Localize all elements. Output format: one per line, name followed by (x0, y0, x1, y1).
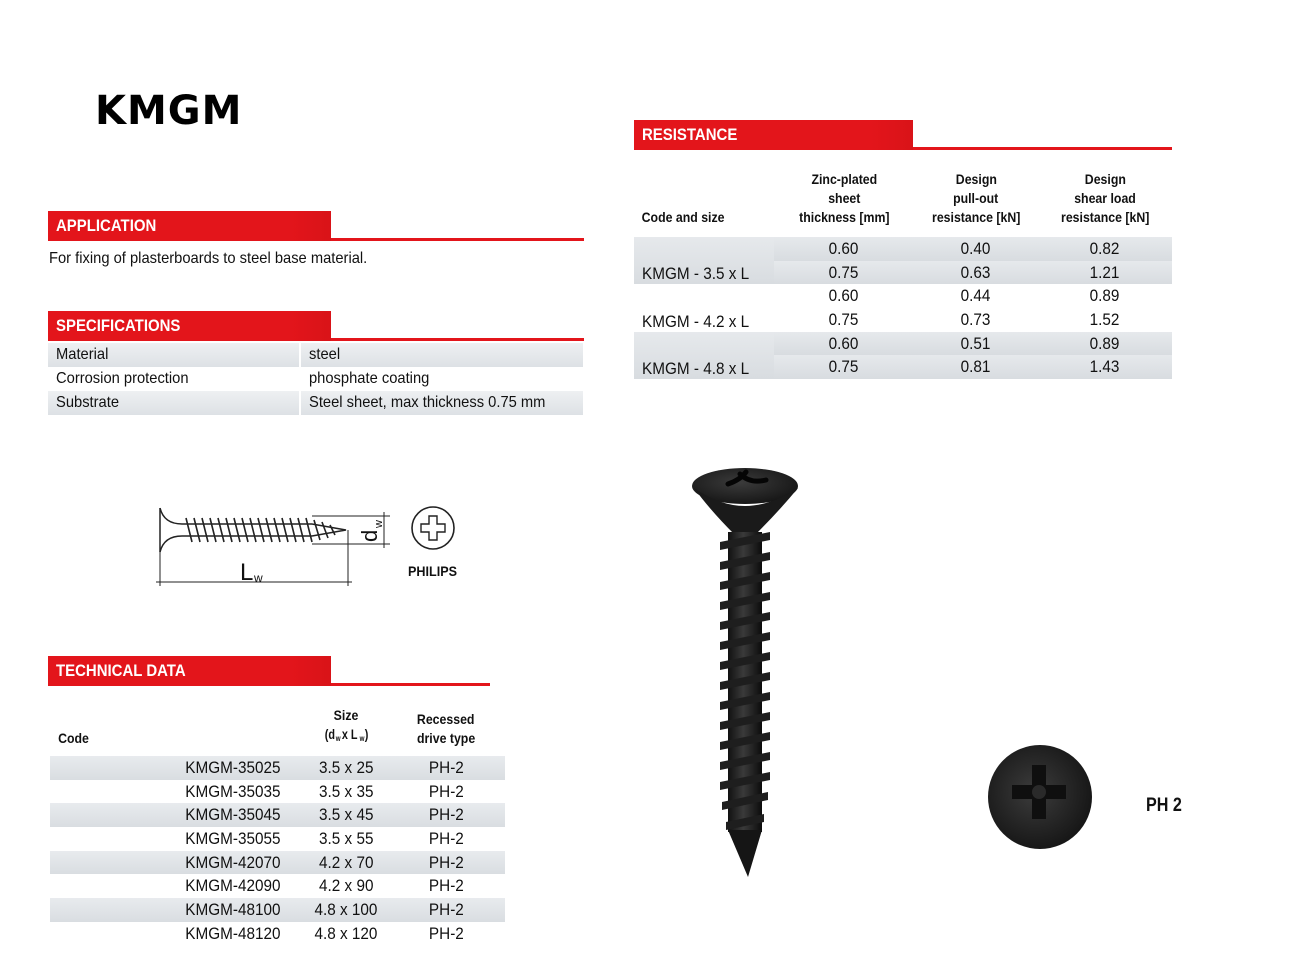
resistance-header-rule (913, 147, 1172, 150)
length-label: L (240, 559, 254, 586)
pullout-cell (914, 332, 1038, 356)
thickness-cell (774, 332, 914, 356)
table-row (50, 803, 505, 827)
technical-data-table (50, 706, 505, 946)
specifications-header-tab (48, 311, 331, 341)
col-drive-line: drive type (416, 730, 476, 746)
thickness-value: 0.75 (829, 309, 859, 329)
drive-text: PH-2 (428, 923, 464, 943)
spec-label (48, 367, 300, 391)
length-sub: w (254, 571, 263, 585)
shear-value: 0.89 (1090, 333, 1120, 353)
drive-text: PH-2 (428, 876, 464, 896)
phillips-head-image (982, 745, 1100, 850)
specifications-header-label: SPECIFICATIONS (56, 316, 181, 335)
table-row (48, 391, 583, 415)
size-cell (305, 898, 387, 922)
size-text: ) (364, 726, 369, 742)
table-row (50, 756, 505, 780)
thickness-value: 0.60 (829, 286, 859, 306)
code-cell (160, 922, 305, 946)
drive-text: PH-2 (428, 852, 464, 872)
thickness-cell (774, 308, 914, 332)
col-thickness-line: sheet (827, 190, 861, 206)
spec-label (48, 343, 300, 367)
table-row (50, 851, 505, 875)
shear-cell (1038, 308, 1172, 332)
col-pullout-line: resistance [kN] (931, 209, 1021, 225)
technical-data-header-tab (48, 656, 331, 686)
size-text: 3.5 x 55 (318, 828, 374, 848)
philips-label: PHILIPS (408, 563, 458, 579)
code-cell (634, 237, 774, 284)
application-header-tab (48, 211, 331, 241)
resistance-group (634, 284, 1172, 331)
table-row (634, 332, 1172, 356)
size-cell (305, 922, 387, 946)
application-header-label: APPLICATION (56, 216, 157, 235)
col-shear-line: shear load (1074, 190, 1136, 206)
code-text: KMGM-42090 (184, 876, 281, 896)
col-thickness-line: thickness [mm] (798, 209, 890, 225)
shear-cell (1038, 332, 1172, 356)
shear-value: 1.21 (1090, 262, 1120, 282)
spec-label-text: Corrosion protection (56, 370, 189, 387)
size-cell (305, 827, 387, 851)
spec-label-text: Substrate (56, 394, 120, 411)
size-cell (305, 756, 387, 780)
col-pullout-line: pull-out (953, 190, 999, 206)
spec-value-text: phosphate coating (309, 370, 430, 387)
application-header-rule (331, 238, 584, 241)
pullout-value: 0.51 (961, 333, 991, 353)
drive-cell (387, 780, 505, 804)
screw-dimension-diagram (150, 500, 480, 595)
spacer-cell (50, 874, 160, 898)
size-text: 3.5 x 35 (318, 781, 374, 801)
resistance-header-tab (634, 120, 913, 150)
technical-data-header (48, 656, 490, 688)
diameter-sub: w (373, 520, 385, 528)
col-drive-line: Recessed (417, 711, 475, 727)
code-text: KMGM - 4.8 x L (642, 359, 750, 379)
size-text: 4.8 x 100 (314, 899, 378, 919)
code-cell (160, 803, 305, 827)
table-header-row (634, 170, 1172, 237)
size-text: 3.5 x 25 (318, 757, 374, 777)
thickness-cell (774, 355, 914, 379)
specifications-header (48, 311, 584, 343)
drive-text: PH-2 (428, 899, 464, 919)
col-size-line (324, 725, 369, 748)
drive-cell (387, 851, 505, 875)
col-shear-line: resistance [kN] (1060, 209, 1150, 225)
shear-cell (1038, 355, 1172, 379)
pullout-value: 0.73 (961, 309, 991, 329)
spacer-cell (50, 780, 160, 804)
resistance-table (634, 170, 1172, 379)
code-text: KMGM-35045 (184, 805, 281, 825)
technical-data-header-rule (331, 683, 490, 686)
shear-value: 1.43 (1090, 357, 1120, 377)
ph2-label: PH 2 (1146, 795, 1182, 816)
size-text: 4.8 x 120 (314, 923, 378, 943)
code-text: KMGM-48120 (184, 923, 281, 943)
table-header-row (50, 706, 505, 756)
col-size (305, 706, 387, 756)
pullout-cell (914, 284, 1038, 308)
code-text: KMGM - 3.5 x L (642, 264, 750, 284)
code-cell (160, 780, 305, 804)
size-text: 3.5 x 45 (318, 805, 374, 825)
pullout-cell (914, 308, 1038, 332)
thickness-value: 0.75 (829, 357, 859, 377)
col-shear (1038, 170, 1172, 237)
table-row (48, 367, 583, 391)
table-row (50, 874, 505, 898)
thickness-cell (774, 261, 914, 285)
col-shear-line: Design (1084, 171, 1126, 187)
pullout-value: 0.63 (961, 262, 991, 282)
code-text: KMGM-42070 (184, 852, 281, 872)
col-pullout (914, 170, 1038, 237)
diameter-label: d (357, 529, 382, 542)
code-cell (160, 827, 305, 851)
size-cell (305, 851, 387, 875)
col-drive-type (387, 706, 505, 756)
spec-value (300, 391, 583, 415)
code-text: KMGM-35035 (184, 781, 281, 801)
shear-cell (1038, 261, 1172, 285)
pullout-value: 0.44 (961, 286, 991, 306)
table-row (48, 343, 583, 367)
drive-cell (387, 922, 505, 946)
shear-cell (1038, 284, 1172, 308)
spacer-cell (50, 922, 160, 946)
size-text: 4.2 x 70 (318, 852, 374, 872)
size-text: (d (324, 726, 335, 742)
specifications-header-rule (331, 338, 584, 341)
drive-text: PH-2 (428, 805, 464, 825)
drive-cell (387, 827, 505, 851)
spacer-cell (50, 898, 160, 922)
col-code-label: Code (58, 730, 89, 746)
shear-cell (1038, 237, 1172, 261)
specifications-table (48, 343, 583, 415)
code-text: KMGM - 4.2 x L (642, 311, 750, 331)
code-text: KMGM-35055 (184, 828, 281, 848)
code-text: KMGM-48100 (184, 899, 281, 919)
application-header (48, 211, 584, 243)
table-row (50, 827, 505, 851)
drive-text: PH-2 (428, 757, 464, 777)
drive-text: PH-2 (428, 828, 464, 848)
col-thickness-line: Zinc-plated (811, 171, 877, 187)
application-text: For fixing of plasterboards to steel base material. (49, 250, 368, 267)
code-cell (160, 874, 305, 898)
resistance-group (634, 237, 1172, 284)
pullout-value: 0.81 (961, 357, 991, 377)
shear-value: 0.89 (1090, 286, 1120, 306)
spacer-cell (50, 803, 160, 827)
thickness-value: 0.75 (829, 262, 859, 282)
spec-label-text: Material (56, 346, 109, 363)
code-cell (160, 756, 305, 780)
drive-cell (387, 898, 505, 922)
pullout-cell (914, 237, 1038, 261)
code-cell (160, 851, 305, 875)
thickness-cell (774, 284, 914, 308)
code-cell (160, 898, 305, 922)
size-sub: w (335, 734, 341, 743)
thickness-value: 0.60 (829, 238, 859, 258)
resistance-group (634, 332, 1172, 379)
pullout-cell (914, 355, 1038, 379)
size-sub: w (358, 734, 364, 743)
thickness-value: 0.60 (829, 333, 859, 353)
table-row (50, 922, 505, 946)
col-code-and-size (634, 170, 774, 237)
page-title: KMGM (95, 88, 243, 134)
table-row (50, 898, 505, 922)
code-cell (634, 332, 774, 379)
shear-value: 0.82 (1090, 238, 1120, 258)
spec-value-text: Steel sheet, max thickness 0.75 mm (309, 394, 546, 411)
size-text: x L (341, 726, 358, 742)
code-text: KMGM-35025 (184, 757, 281, 777)
screw-image (690, 462, 805, 882)
drive-text: PH-2 (428, 781, 464, 801)
col-size-line: Size (333, 707, 359, 723)
spec-value (300, 343, 583, 367)
spacer-cell (50, 827, 160, 851)
resistance-header (634, 120, 1172, 152)
size-cell (305, 780, 387, 804)
col-thickness (774, 170, 914, 237)
col-pullout-line: Design (955, 171, 997, 187)
pullout-cell (914, 261, 1038, 285)
drive-cell (387, 874, 505, 898)
pullout-value: 0.40 (961, 238, 991, 258)
col-code-label: Code and size (641, 209, 725, 225)
resistance-header-label: RESISTANCE (642, 125, 738, 144)
spec-label (48, 391, 300, 415)
size-cell (305, 803, 387, 827)
table-row (50, 780, 505, 804)
spacer-cell (50, 756, 160, 780)
thickness-cell (774, 237, 914, 261)
size-text: 4.2 x 90 (318, 876, 374, 896)
technical-data-header-label: TECHNICAL DATA (56, 661, 186, 680)
code-cell (634, 284, 774, 331)
drive-cell (387, 756, 505, 780)
spec-value-text: steel (309, 346, 341, 363)
spacer-cell (50, 851, 160, 875)
col-code (50, 706, 305, 756)
size-cell (305, 874, 387, 898)
drive-cell (387, 803, 505, 827)
shear-value: 1.52 (1090, 309, 1120, 329)
spec-value (300, 367, 583, 391)
table-row (634, 284, 1172, 308)
table-row (634, 237, 1172, 261)
